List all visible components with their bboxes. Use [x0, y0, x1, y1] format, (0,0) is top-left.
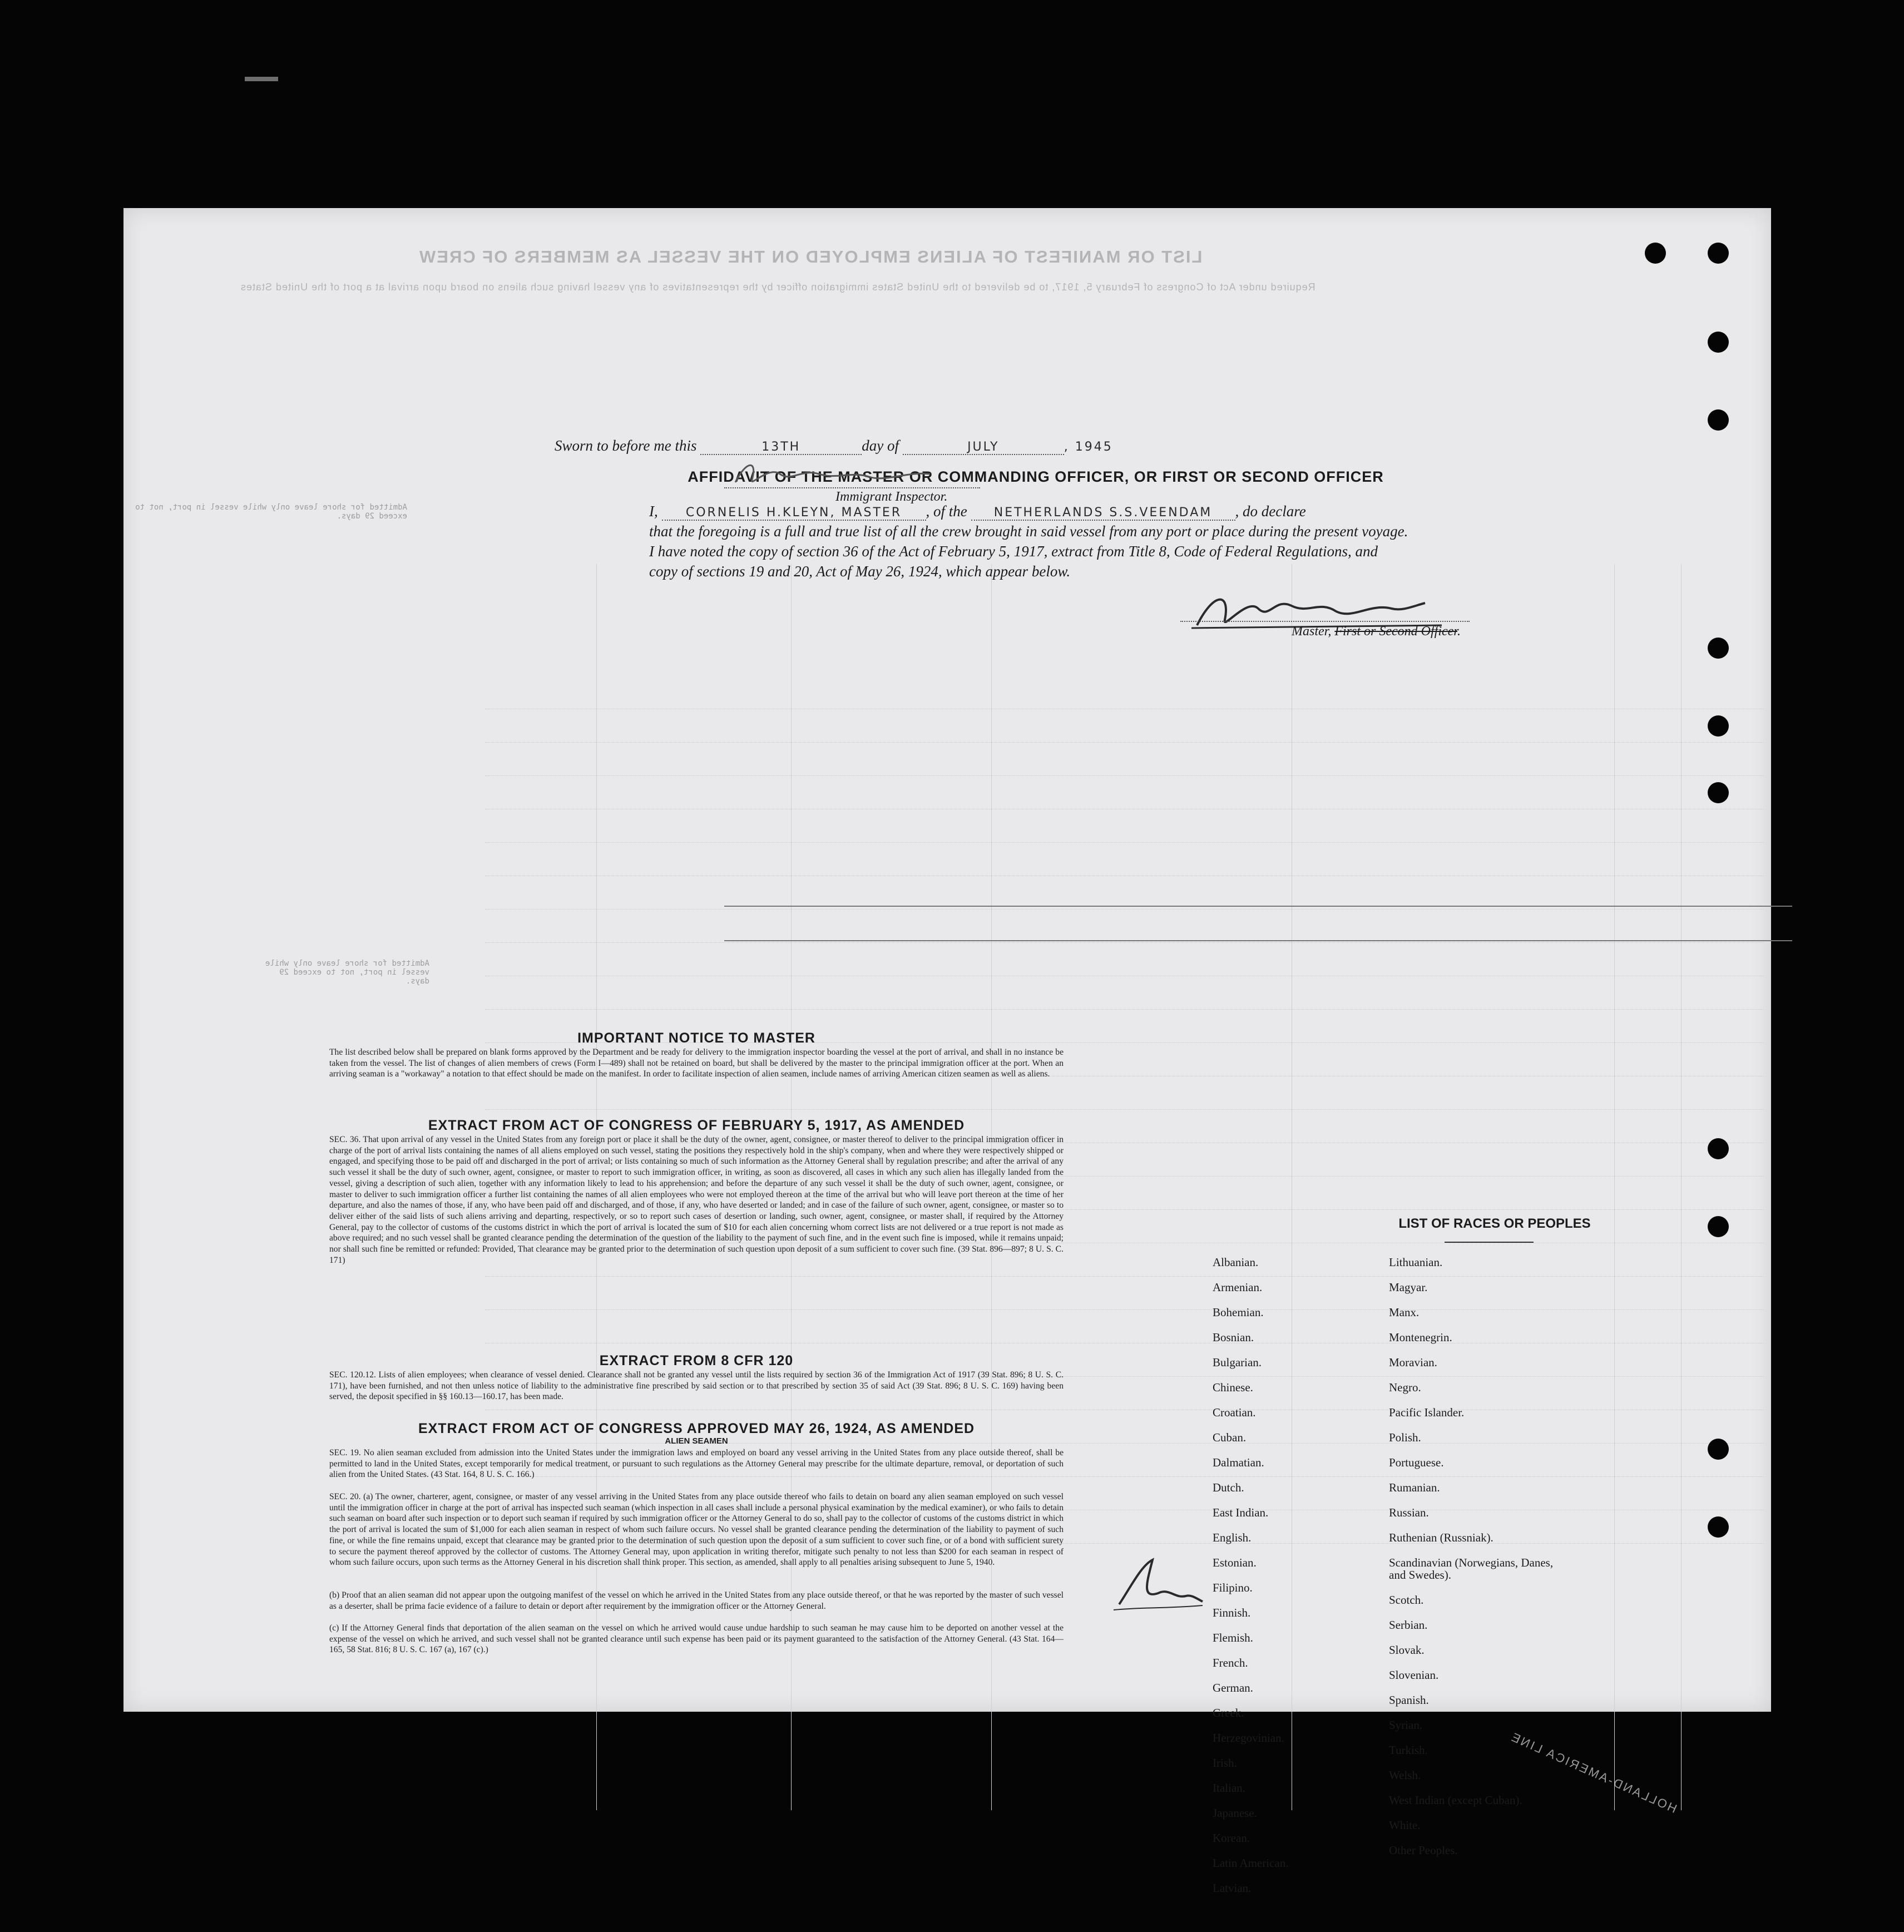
sworn-month: JULY: [903, 440, 1064, 455]
punch-hole: [1708, 1516, 1729, 1538]
race-item: Croatian.: [1213, 1406, 1256, 1419]
race-item: Dalmatian.: [1213, 1456, 1264, 1469]
master-caption-struck: First or Second Officer: [1334, 624, 1457, 639]
race-item: Estonian.: [1213, 1556, 1257, 1569]
races-left-column: [1213, 1256, 1396, 1907]
sworn-year: , 1945: [1064, 440, 1113, 454]
races-title: LIST OF RACES OR PEOPLES: [1398, 1216, 1591, 1231]
race-item: Scandinavian (Norwegians, Danes, and Swedes).: [1389, 1556, 1554, 1582]
master-caption-end: .: [1457, 624, 1461, 639]
inspector-caption: Immigrant Inspector.: [835, 490, 948, 504]
races-right-column: [1389, 1256, 1572, 1869]
race-item: Albanian.: [1213, 1256, 1259, 1269]
race-item: French.: [1213, 1656, 1248, 1669]
race-item: Manx.: [1389, 1306, 1420, 1319]
race-item: Montenegrin.: [1389, 1331, 1452, 1344]
extract-1924-sec20a: SEC. 20. (a) The owner, charterer, agent, consignee, or master of any vessel arriving in the United States from any place outside thereof who fails to detain on board any alien seaman employed on such vessel until the immigration officer in charge at the port of arrival has inspected such seaman (which inspection in all cases shall include a personal physical examination by the medical examiner), or who fails to detain such seaman on board after such inspection or to deport such seaman if required by such immigration officer or the Attorney General to do so, shall pay to the collector of customs of the customs district in which the port of arrival is located the sum of $1,000 for each alien seaman in respect of whom such failure occurs. No vessel shall be granted clearance pending the determination of the liability to payment of such fine, or while the fine remains unpaid, except that clearance may be granted prior to the determination of such question upon the deposit of a sum sufficient to cover such fine, or of a bond with sufficient surety to secure the payment thereof approved by the collector of customs. The Attorney General may, upon application in writing therefor, mitigate such penalty to not less than $200 for each seaman in respect of whom such failure occurs, upon such terms as the Attorney General in his discretion shall think proper. This section, as amended, shall apply to all penalties arising subsequent to June 5, 1940.: [329, 1492, 1064, 1568]
extract-1924-sec19: SEC. 19. No alien seaman excluded from admission into the United States under the immigration laws and employed on board any vessel arriving in the United States from any place outside thereof, shall be permitted to land in the United States, except temporarily for medical treatment, or pursuant to such regulations as the Attorney General may prescribe for the ultimate departure, removal, or deportation of such alien from the United States. (43 Stat. 164, 8 U. S. C. 166.): [329, 1448, 1064, 1480]
race-item: Korean.: [1213, 1831, 1250, 1845]
race-item: Scotch.: [1389, 1593, 1424, 1607]
ruled-line: [724, 940, 1792, 941]
master-signature-line: [1180, 621, 1470, 622]
race-item: East Indian.: [1213, 1506, 1269, 1519]
show-through-stamp: HOLLAND-AMERICA LINE: [1508, 1729, 1679, 1816]
declaration-suffix: , do declare: [1235, 503, 1306, 520]
vessel-name: NETHERLANDS S.S.VEENDAM: [971, 506, 1235, 521]
punch-hole: [1708, 332, 1729, 353]
race-item: Dutch.: [1213, 1481, 1244, 1494]
race-item: Turkish.: [1389, 1743, 1428, 1757]
race-item: West Indian (except Cuban).: [1389, 1793, 1522, 1807]
sworn-day-of: day of: [862, 437, 899, 454]
race-item: Italian.: [1213, 1781, 1245, 1795]
extract-cfr-heading: EXTRACT FROM 8 CFR 120: [599, 1353, 794, 1368]
sworn-day: 13TH: [700, 440, 862, 455]
race-item: Rumanian.: [1389, 1481, 1440, 1494]
race-item: Greek.: [1213, 1706, 1244, 1719]
race-item: Latvian.: [1213, 1881, 1252, 1895]
declaration-mid: , of the: [926, 503, 967, 520]
show-through-note-2: Admitted for shore leave only while vessel in port, not to exceed 29 days.: [265, 959, 429, 986]
affidavit-title: AFFIDAVIT OF THE MASTER OR COMMANDING OFFICER, OR FIRST OR SECOND OFFICER: [688, 468, 1384, 485]
declaration-line-2: that the foregoing is a full and true list of all the crew brought in said vessel from any port or place during the present voyage.: [649, 523, 1408, 540]
race-item: Bosnian.: [1213, 1331, 1254, 1344]
declarant-name: CORNELIS H.KLEYN, MASTER: [662, 506, 926, 521]
race-item: Serbian.: [1389, 1618, 1428, 1632]
handwritten-mark: [1108, 1554, 1208, 1615]
race-item: Ruthenian (Russniak).: [1389, 1531, 1493, 1544]
race-item: Portuguese.: [1389, 1456, 1444, 1469]
race-item: Finnish.: [1213, 1606, 1251, 1619]
race-item: Flemish.: [1213, 1631, 1253, 1644]
race-item: Herzegovinian.: [1213, 1731, 1284, 1745]
race-item: Slovenian.: [1389, 1668, 1439, 1682]
show-through-heading: LIST OR MANIFEST OF ALIENS EMPLOYED ON THE VESSEL AS MEMBERS OF CREW: [418, 247, 1203, 266]
show-through-note-1: Admitted for shore leave only while vessel in port, not to exceed 29 days.: [135, 503, 407, 521]
punch-hole: [1708, 1138, 1729, 1159]
race-item: Slovak.: [1389, 1643, 1425, 1657]
race-item: Other Peoples.: [1389, 1844, 1458, 1857]
declaration-prefix: I,: [649, 503, 658, 520]
race-item: Irish.: [1213, 1756, 1237, 1770]
punch-hole: [1708, 1216, 1729, 1237]
declaration-line-3: I have noted the copy of section 36 of the Act of February 5, 1917, extract from Title 8, Code of Federal Regulations, and: [649, 543, 1378, 560]
race-item: Japanese.: [1213, 1806, 1257, 1820]
extract-1917-body: SEC. 36. That upon arrival of any vessel in the United States from any foreign port or place it shall be the duty of the owner, agent, consignee, or master thereof to deliver to the principal immigration officer in charge of the port of arrival lists containing the names of all aliens employed on such vessel, stating the positions they respectively hold in the ship's company, when and where they were respectively shipped or engaged, and specifying those to be paid off and discharged in the port of arrival; or lists containing so much of such information as the Attorney General shall by regulation prescribe; and after the arrival of any such vessel it shall be the duty of such owner, agent, consignee, or master to report to such immigration officer, in writing, as soon as discovered, all cases in which any such alien has illegally landed from the vessel, giving a description of such alien, together with any information likely to lead to his apprehension; and before the departure of any such vessel it shall be the duty of such owner, agent, consignee, or master to deliver to such immigration officer a further list containing the names of all alien employees who were not employed thereon at the time of the arrival but who will leave port thereon at the time of her departure, and also the names of those, if any, who have been paid off and discharged, and of those, if any, who have deserted or landed; and in case of the failure of such owner, agent, consignee, or master so to deliver either of the said lists of such aliens arriving and departing, respectively, or so to report such cases of desertion or landing, such owner, agent, consignee, or master shall, if required by the Attorney General, pay to the collector of customs of the customs district in which the port of arrival is located the sum of $10 for each alien concerning whom correct lists are not delivered or a true report is not made as above required; and no such vessel shall be granted clearance pending the determination of the question of the liability to the payment of such fine, and in the event such fine is imposed, while it remains unpaid; nor shall such fine be remitted or refunded: Provided, That clearance may be granted prior to the determination of such question upon deposit of a sum sufficient to cover such fine. (39 Stat. 896—897; 8 U. S. C. 171): [329, 1135, 1064, 1265]
race-item: Chinese.: [1213, 1381, 1253, 1394]
punch-hole: [1708, 243, 1729, 264]
declaration-line-1: [649, 503, 1517, 521]
master-caption-master: Master,: [1292, 624, 1332, 639]
race-item: Cuban.: [1213, 1431, 1247, 1444]
race-item: Magyar.: [1389, 1281, 1428, 1294]
race-item: English.: [1213, 1531, 1252, 1544]
punch-hole: [1708, 782, 1729, 803]
show-through-subline: Required under Act of Congress of February 5, 1917, to be delivered to the United States immigration officer by the representatives of any vessel having such aliens on board upon arrival at a port of the United States: [240, 281, 1316, 293]
extract-1917-heading: EXTRACT FROM ACT OF CONGRESS OF FEBRUARY 5, 1917, AS AMENDED: [428, 1118, 965, 1133]
handwriting-scribble-icon: [1108, 1554, 1208, 1615]
race-item: White.: [1389, 1819, 1421, 1832]
race-item: Syrian.: [1389, 1718, 1423, 1732]
punch-hole: [1708, 1439, 1729, 1460]
extract-1924-sec20c: (c) If the Attorney General finds that deportation of the alien seaman on the vessel on which he arrived would cause undue hardship to such seaman he may cause him to be deported on another vessel at the expense of the vessel on which he arrived, and such vessel shall not be granted clearance until such expense has been paid or its payment guaranteed to the satisfaction of the Attorney General. (43 Stat. 164—165, 58 Stat. 816; 8 U. S. C. 167 (a), 167 (c).): [329, 1623, 1064, 1655]
race-item: Welsh.: [1389, 1768, 1421, 1782]
race-item: Russian.: [1389, 1506, 1429, 1519]
scan-mark: [245, 77, 278, 81]
race-item: Polish.: [1389, 1431, 1421, 1444]
race-item: Negro.: [1389, 1381, 1421, 1394]
master-caption: [1292, 624, 1461, 639]
punch-hole: [1708, 638, 1729, 659]
extract-cfr-body: SEC. 120.12. Lists of alien employees; when clearance of vessel denied. Clearance shall not be granted any vessel until the lists required by section 36 of the Immigration Act of 1917 (39 Stat. 896; 8 U. S. C. 171), have been furnished, and not then unless notice of liability to the administrative fine prescribed by said section or to that prescribed by section 35 of said Act (39 Stat. 896; 8 U. S. C. 169) having been served, the deposit specified in §§ 160.13—160.17, has been made.: [329, 1370, 1064, 1402]
race-item: Latin American.: [1213, 1856, 1289, 1870]
inspector-signature-line: [724, 487, 980, 488]
race-item: Spanish.: [1389, 1693, 1429, 1707]
race-item: Filipino.: [1213, 1581, 1253, 1594]
signature-scribble-icon: [730, 457, 963, 491]
sworn-prefix: Sworn to before me this: [555, 437, 697, 454]
punch-hole: [1708, 715, 1729, 737]
ruled-line: [724, 906, 1792, 907]
race-item: Lithuanian.: [1389, 1256, 1443, 1269]
race-item: German.: [1213, 1681, 1253, 1694]
punch-hole: [1645, 243, 1666, 264]
extract-1924-heading: EXTRACT FROM ACT OF CONGRESS APPROVED MAY 26, 1924, AS AMENDED: [418, 1421, 975, 1436]
races-title-rule: [1445, 1242, 1534, 1243]
extract-1924-subheading: ALIEN SEAMEN: [665, 1436, 728, 1446]
race-item: Bulgarian.: [1213, 1356, 1262, 1369]
document-page: [123, 208, 1771, 1895]
declaration-line-4: copy of sections 19 and 20, Act of May 26, 1924, which appear below.: [649, 563, 1071, 580]
punch-hole: [1708, 409, 1729, 431]
notice-heading: IMPORTANT NOTICE TO MASTER: [577, 1030, 815, 1046]
race-item: Moravian.: [1389, 1356, 1437, 1369]
race-item: Armenian.: [1213, 1281, 1263, 1294]
sworn-row-actual: [555, 437, 1422, 455]
extract-1924-sec20b: (b) Proof that an alien seaman did not appear upon the outgoing manifest of the vessel on which he arrived in the United States from any place outside thereof, or that he was reported by the master of such vessel as a deserter, shall be prima facie evidence of a failure to detain or deport after requirement by the immigration officer or the Attorney General.: [329, 1590, 1064, 1611]
race-item: Pacific Islander.: [1389, 1406, 1465, 1419]
race-item: Bohemian.: [1213, 1306, 1264, 1319]
notice-body: The list described below shall be prepared on blank forms approved by the Department and be ready for delivery to the immigration inspector boarding the vessel at the port of arrival, and shall in no instance be taken from the vessel. The list of changes of alien members of crews (Form I—489) shall not be retained on board, but shall be delivered by the master to the principal immigration officer at the port. When an arriving seaman is a "workaway" a notation to that effect should be made on the manifest. In order to facilitate inspection of alien seamen, include names of arriving American citizen seamen as well as aliens.: [329, 1047, 1064, 1079]
inspector-signature: [730, 457, 963, 491]
